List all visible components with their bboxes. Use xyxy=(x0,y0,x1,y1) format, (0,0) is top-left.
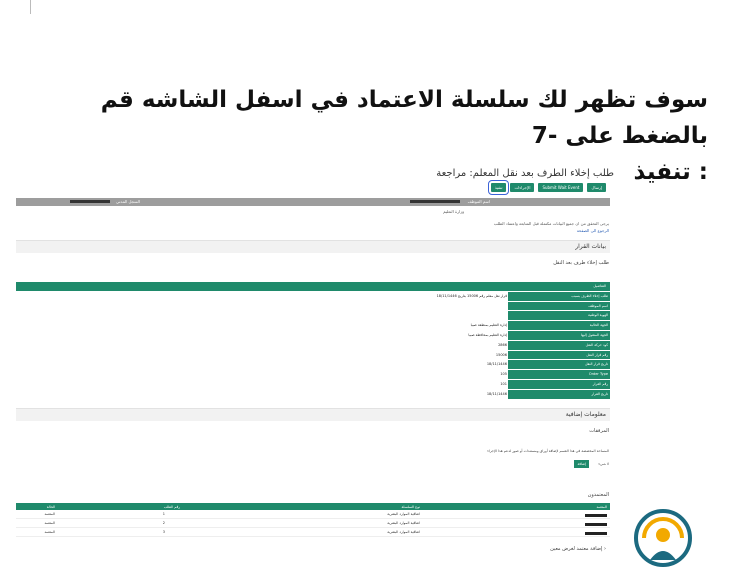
approver-row xyxy=(16,510,610,519)
approver-order: 2 xyxy=(162,521,165,525)
notice-line: يرجى التحقق من ان جميع البيانات مكتملة قبل المتابعة واعتماد الطلب xyxy=(493,221,609,226)
detail-key: الهوية الوطنية xyxy=(508,311,610,320)
col-chain-type: نوع السلسلة xyxy=(401,505,420,509)
submit-button[interactable]: إرسال xyxy=(587,183,606,192)
logo-body xyxy=(650,551,676,560)
approver-status: المعتمد xyxy=(44,512,55,516)
detail-value: 101 xyxy=(500,381,507,386)
col-status: الحالة xyxy=(46,505,55,509)
execute-button[interactable]: تنفيذ xyxy=(491,183,507,192)
approver-chain: اتفاقية الموارد البشرية xyxy=(387,530,420,534)
attachment-file-label: لا شيء xyxy=(598,462,609,466)
detail-row xyxy=(16,302,610,312)
notice-link[interactable]: الرجوع الى الصفحة xyxy=(576,228,609,233)
decision-type: طلب إخلاء طرف بعد النقل xyxy=(553,260,609,266)
approver-chain: اتفاقية الموارد البشرية xyxy=(387,521,420,525)
detail-value: 105 xyxy=(500,372,507,377)
action-toolbar xyxy=(491,183,606,192)
ministry-name: وزارة التعليم xyxy=(443,209,464,214)
logo-head xyxy=(656,528,670,542)
approver-order: 3 xyxy=(162,530,165,534)
attachments-note: المساحة المخصصة في هذا القسم لإضافة أوراق ومستندات أو صور لدعم هذا الإجراء xyxy=(487,449,609,453)
col-order: رقم الطلب xyxy=(163,505,180,509)
corner-divider xyxy=(30,0,31,14)
employee-info-bar xyxy=(16,198,610,206)
detail-key: كود حركة النقل xyxy=(508,341,610,350)
additional-info-header xyxy=(16,408,610,421)
instruction-line-1: سوف تظهر لك سلسلة الاعتماد في اسفل الشاشه قم بالضغط على -7 xyxy=(100,87,708,149)
approver-row xyxy=(16,528,610,537)
approver-chain: اتفاقية الموارد البشرية xyxy=(387,512,420,516)
details-header-row xyxy=(16,282,610,292)
add-approver-link[interactable] xyxy=(550,546,606,552)
detail-key: الجهة الحالية xyxy=(508,321,610,330)
detail-key: Order Type xyxy=(508,370,610,379)
detail-value: 18/11/1446 xyxy=(486,362,507,367)
decision-section-header xyxy=(16,240,610,253)
employee-label: اسم الموظف xyxy=(467,199,490,204)
col-approver: المعتمد xyxy=(596,505,607,509)
detail-key: رقم قرار النقل xyxy=(508,351,610,360)
decision-details-table xyxy=(16,282,610,400)
detail-row xyxy=(16,390,610,400)
detail-row xyxy=(16,292,610,302)
approvers-header-row xyxy=(16,503,610,510)
detail-row xyxy=(16,341,610,351)
detail-row xyxy=(16,360,610,370)
actions-button[interactable]: الإجراءات xyxy=(510,183,534,192)
embedded-screenshot xyxy=(14,162,614,562)
detail-key: رقم القرار xyxy=(508,380,610,389)
detail-value: إدارة التعليم بمنطقة صبيا xyxy=(470,323,507,328)
detail-row xyxy=(16,331,610,341)
approver-status: المعتمد xyxy=(44,530,55,534)
detail-key: تاريخ القرار xyxy=(508,390,610,399)
approvers-table xyxy=(16,503,610,537)
detail-key: اسم الموظف xyxy=(508,302,610,311)
add-approver-label: إضافة معتمد لغرض معين xyxy=(550,546,603,552)
attachments-title: المرفقات xyxy=(589,428,609,434)
approver-row xyxy=(16,519,610,528)
add-attachment-button[interactable]: إضافة xyxy=(574,460,589,468)
approver-order: 1 xyxy=(162,512,165,516)
instruction-line-2: : تنفيذ xyxy=(633,159,708,185)
chevron-left-icon: ‹ xyxy=(602,546,606,552)
request-title: طلب إخلاء الطرف بعد نقل المعلم: مراجعة xyxy=(436,168,614,179)
details-header: التفاصيل xyxy=(593,284,606,288)
detail-value: 15006 xyxy=(495,352,507,357)
approvers-title: المعتمدون xyxy=(587,492,609,498)
submit-wait-event-button[interactable]: Submit Wait Event xyxy=(538,183,583,192)
approver-status: المعتمد xyxy=(44,521,55,525)
detail-value: 18/11/1446 xyxy=(486,391,507,396)
detail-value: إدارة التعليم بمحافظة صبيا xyxy=(468,332,507,337)
decision-section-title: بيانات القرار xyxy=(575,243,606,250)
detail-key: طلب إخلاء الطرف بسبب xyxy=(508,292,610,301)
civil-record-label: السجل المدني xyxy=(116,199,140,204)
detail-row xyxy=(16,311,610,321)
detail-row xyxy=(16,380,610,390)
detail-value: 2866 xyxy=(498,342,507,347)
additional-info-title: معلومات إضافية xyxy=(565,411,606,418)
brand-logo-icon xyxy=(634,508,692,576)
detail-key: الجهة المنقول إليها xyxy=(508,331,610,340)
detail-row xyxy=(16,370,610,380)
detail-key: تاريخ قرار النقل xyxy=(508,360,610,369)
detail-row xyxy=(16,321,610,331)
detail-value: قرار نقل معلم رقم 15006 بتاريخ 18/11/1446 xyxy=(436,293,507,298)
detail-row xyxy=(16,351,610,361)
